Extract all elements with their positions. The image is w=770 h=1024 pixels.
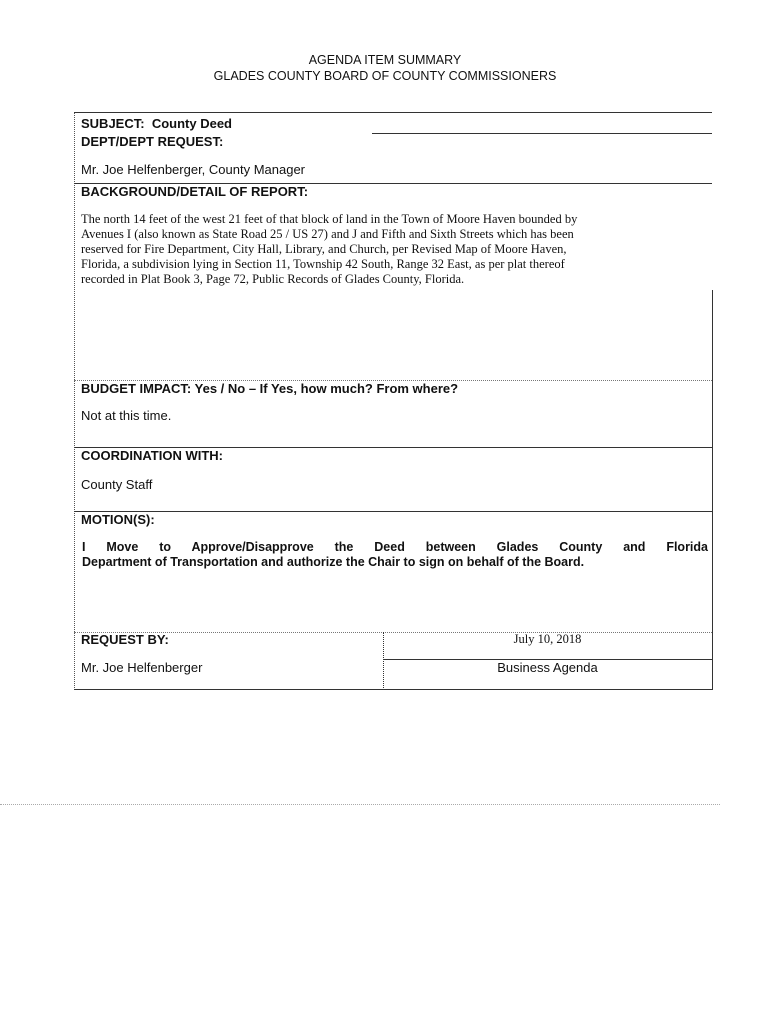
dept-label: DEPT/DEPT REQUEST: bbox=[81, 134, 224, 149]
coordination-value: County Staff bbox=[81, 477, 153, 492]
budget-value: Not at this time. bbox=[81, 408, 172, 423]
background-text bbox=[81, 212, 577, 287]
subject-value: County Deed bbox=[151, 116, 232, 131]
header-title: AGENDA ITEM SUMMARY bbox=[308, 53, 462, 67]
header-subtitle: GLADES COUNTY BOARD OF COUNTY COMMISSIONERS bbox=[213, 69, 557, 83]
rule-top bbox=[74, 112, 712, 113]
background-line: Florida, a subdivision lying in Section 11, Township 42 South, Range 32 East, as per plat thereof bbox=[81, 257, 565, 271]
request-name: Mr. Joe Helfenberger bbox=[81, 660, 203, 675]
motion-line: Department of Transportation and authorize the Chair to sign on behalf of the Board. bbox=[82, 555, 585, 569]
background-line: recorded in Plat Book 3, Page 72, Public Records of Glades County, Florida. bbox=[81, 272, 465, 286]
subject-label: SUBJECT: bbox=[81, 116, 145, 131]
request-agenda: Business Agenda bbox=[497, 660, 598, 675]
background-label: BACKGROUND/DETAIL OF REPORT: bbox=[81, 184, 309, 199]
dept-value: Mr. Joe Helfenberger, County Manager bbox=[81, 162, 306, 177]
form-right-border bbox=[712, 290, 713, 690]
background-line: The north 14 feet of the west 21 feet of that block of land in the Town of Moore Haven bounded by bbox=[81, 212, 578, 226]
request-date: July 10, 2018 bbox=[513, 632, 582, 646]
motion-line: I Move to Approve/Disapprove the Deed between Glades County and Florida bbox=[82, 540, 708, 554]
scan-artifact-line bbox=[0, 804, 720, 805]
coordination-label: COORDINATION WITH: bbox=[81, 448, 224, 463]
rule-bottom bbox=[74, 689, 712, 690]
budget-label: BUDGET IMPACT: Yes / No – If Yes, how much? From where? bbox=[81, 381, 459, 396]
background-line: Avenues I (also known as State Road 25 / US 27) and J and Fifth and Sixth Streets which has been bbox=[81, 227, 574, 241]
motion-label: MOTION(S): bbox=[81, 512, 155, 527]
request-label: REQUEST BY: bbox=[81, 632, 169, 647]
motion-text bbox=[82, 540, 708, 570]
background-line: reserved for Fire Department, City Hall, Library, and Church, per Revised Map of Moore Haven, bbox=[81, 242, 567, 256]
subject-field bbox=[81, 116, 232, 131]
rule-dept bbox=[372, 133, 712, 134]
rule-motion bbox=[74, 511, 712, 512]
